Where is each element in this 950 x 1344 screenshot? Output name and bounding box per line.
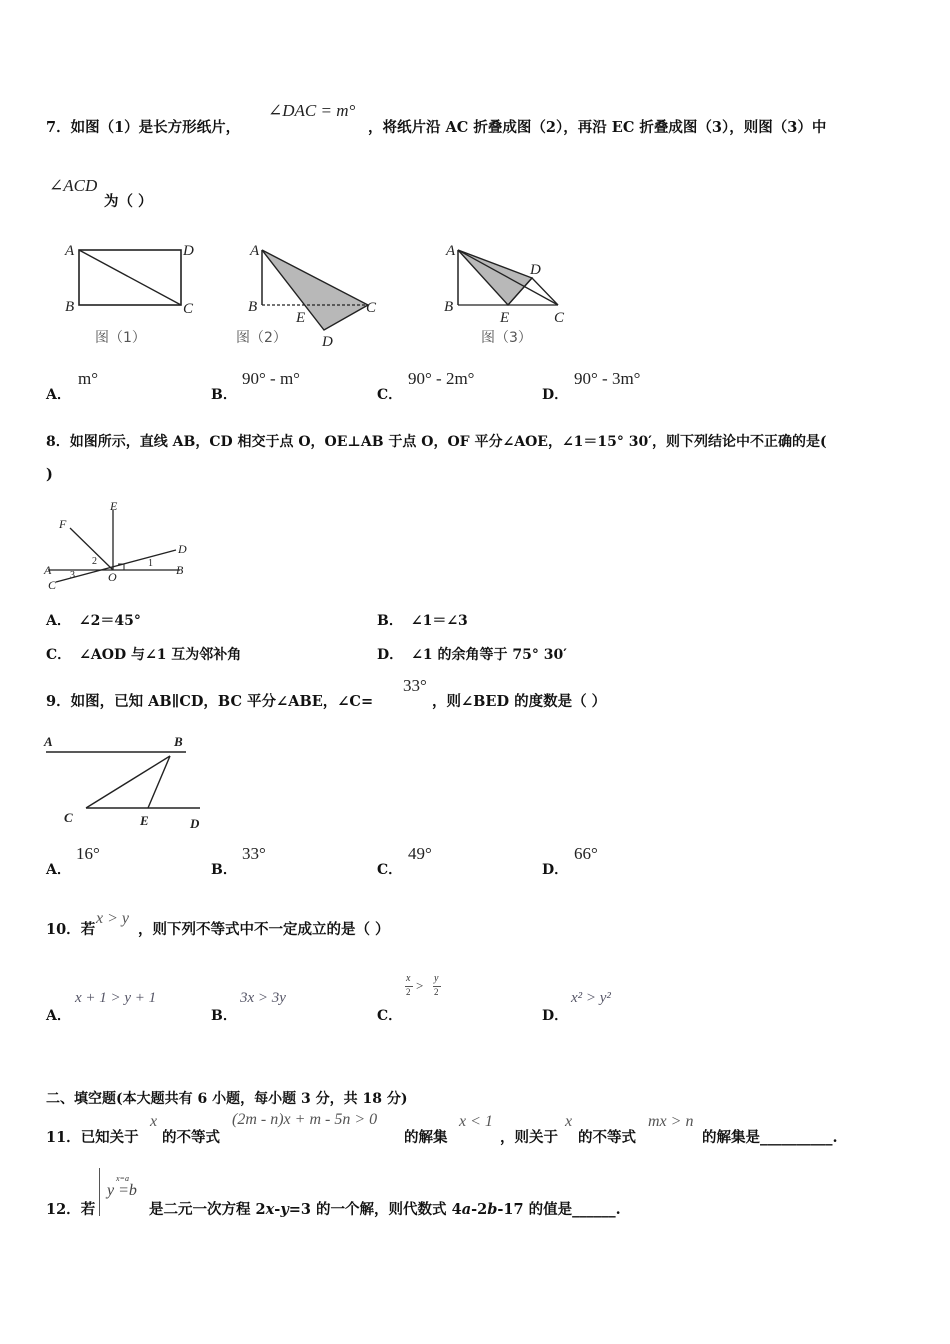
math-angle-dac: ∠DAC = m° [268, 101, 356, 120]
q10-option-d-label[interactable]: D． [542, 1008, 569, 1024]
q9-option-d-value: 66° [574, 844, 598, 863]
label-d: D [183, 243, 194, 259]
label-a: A [65, 243, 75, 259]
label-c: C [48, 578, 57, 592]
folded-region [458, 250, 532, 305]
q11-stem-e: 的不等式 [578, 1129, 636, 1146]
math-inequality: (2m - n)x + m - 5n > 0 [232, 1111, 378, 1128]
q7-option-c-value: 90° - 2m° [408, 369, 475, 388]
label-b: B [176, 563, 184, 577]
line-bc [86, 756, 170, 808]
q8-option-c[interactable]: C． ∠AOD 与∠1 互为邻补角 [46, 647, 242, 663]
question-number: 7． [46, 119, 71, 136]
label-b: B [174, 734, 183, 749]
q8-option-b[interactable]: B． ∠1＝∠3 [377, 613, 468, 629]
q8-figure [40, 498, 200, 596]
q10-option-c-label[interactable]: C． [377, 1008, 403, 1024]
q10-stem-cont: ，则下列不等式中不一定成立的是（ ） [138, 921, 390, 938]
label-b: B [248, 299, 258, 315]
q11-stem-a: 11．已知关于 [46, 1129, 139, 1146]
q9-option-d-label[interactable]: D． [542, 862, 569, 878]
q10-option-a-value: x + 1 > y + 1 [75, 990, 157, 1006]
q10-option-d-value: x² > y² [571, 990, 611, 1006]
label-e: E [110, 499, 118, 513]
q9-option-c-value: 49° [408, 844, 432, 863]
math-x-gt-y: x > y [96, 910, 129, 927]
label-c: C [366, 300, 377, 316]
math-x: x [150, 1113, 158, 1130]
q7-stem-cont: ，将纸片沿 AC 折叠成图（2），再沿 EC 折叠成图（3），则图（3）中 [368, 119, 827, 136]
system-brace [99, 1168, 102, 1216]
q11-stem-d: ，则关于 [500, 1129, 558, 1146]
q9-option-c-label[interactable]: C． [377, 862, 403, 878]
q7-option-d-label[interactable]: D． [542, 387, 569, 403]
system-bottom: y =b [107, 1182, 137, 1199]
math-angle-c: 33° [403, 676, 427, 695]
label-d: D [322, 334, 333, 350]
label-angle-2: 2 [92, 556, 97, 567]
caption-fig-2: 图（2） [236, 330, 287, 346]
q7-option-a-label[interactable]: A． [46, 387, 71, 403]
label-c: C [64, 810, 73, 825]
label-c: C [183, 301, 194, 317]
question-number: 12． [46, 1201, 81, 1218]
section-heading: 二、填空题(本大题共有 6 小题，每小题 3 分，共 18 分) [46, 1091, 408, 1107]
q7-stem-end: 为（ ） [104, 193, 153, 210]
q11-stem-b: 的不等式 [162, 1129, 220, 1146]
q8-option-d[interactable]: D． ∠1 的余角等于 75° 30′ [377, 647, 567, 663]
math-x: x [565, 1113, 573, 1130]
q10-option-a-label[interactable]: A． [46, 1008, 71, 1024]
math-mx-gt-n: mx > n [648, 1113, 694, 1130]
label-e: E [140, 813, 149, 828]
math-solution: x < 1 [459, 1113, 493, 1130]
label-d: D [178, 542, 187, 556]
label-angle-1: 1 [148, 558, 153, 569]
label-o: O [108, 570, 117, 584]
label-b: B [444, 299, 454, 315]
label-d: D [530, 262, 541, 278]
question-number: 11． [46, 1129, 81, 1146]
q8-stem: 8．如图所示，直线 AB，CD 相交于点 O，OE⊥AB 于点 O，OF 平分∠AOE，∠1＝15° 30′，则下列结论中不正确的是( [46, 434, 827, 450]
q7-option-d-value: 90° - 3m° [574, 369, 641, 388]
folded-triangle [262, 250, 368, 330]
question-number: 8． [46, 434, 70, 450]
math-angle-acd: ∠ACD [49, 176, 98, 195]
q7-option-c-label[interactable]: C． [377, 387, 403, 403]
label-a: A [446, 243, 456, 259]
label-a: A [44, 734, 53, 749]
q7-option-a-value: m° [78, 369, 99, 388]
q9-option-a-label[interactable]: A． [46, 862, 71, 878]
label-b: B [65, 299, 75, 315]
label-angle-3: 3 [70, 570, 75, 581]
label-f: F [59, 517, 67, 531]
gt-sign: > [416, 978, 424, 993]
q7-option-b-label[interactable]: B． [211, 387, 237, 403]
q10-stem: 10．若 [46, 921, 96, 938]
q10-option-b-value: 3x > 3y [240, 990, 286, 1006]
question-number: 10． [46, 921, 81, 938]
label-a: A [44, 563, 52, 577]
caption-fig-1: 图（1） [95, 330, 146, 346]
q12-stem-a: 12．若 [46, 1201, 96, 1218]
q10-option-c-fraction: x 2 > y 2 [404, 973, 444, 1003]
line-be [148, 756, 170, 808]
q11-stem-c: 的解集 [404, 1129, 448, 1146]
q7-option-b-value: 90° - m° [242, 369, 300, 388]
question-number: 9． [46, 693, 71, 710]
q9-stem: 9．如图，已知 AB∥CD，BC 平分∠ABE，∠C= [46, 693, 374, 710]
system-top: x=a [116, 1174, 129, 1183]
q7-stem: 7．如图（1）是长方形纸片， [46, 119, 241, 136]
q12-answer-blank[interactable]: -17 的值是______. [497, 1201, 621, 1218]
label-e: E [500, 310, 510, 326]
q9-option-b-value: 33° [242, 844, 266, 863]
q11-answer-blank[interactable]: 的解集是__________. [702, 1129, 838, 1146]
q9-option-b-label[interactable]: B． [211, 862, 237, 878]
q9-option-a-value: 16° [76, 844, 100, 863]
caption-fig-3: 图（3） [481, 330, 532, 346]
diagonal-ac [79, 250, 181, 305]
q8-stem-cont: ) [46, 466, 53, 483]
label-a: A [250, 243, 260, 259]
label-c: C [554, 310, 565, 326]
q12-stem-b: 是二元一次方程 2x-y=3 的一个解，则代数式 4a-2b-17 的值是______. [149, 1201, 621, 1218]
label-e: E [296, 310, 306, 326]
q9-stem-cont: ，则∠BED 的度数是（ ） [432, 693, 607, 710]
label-d: D [190, 816, 200, 831]
q8-option-a[interactable]: A． ∠2＝45° [46, 613, 141, 629]
q9-figure [40, 730, 210, 834]
q10-option-b-label[interactable]: B． [211, 1008, 237, 1024]
